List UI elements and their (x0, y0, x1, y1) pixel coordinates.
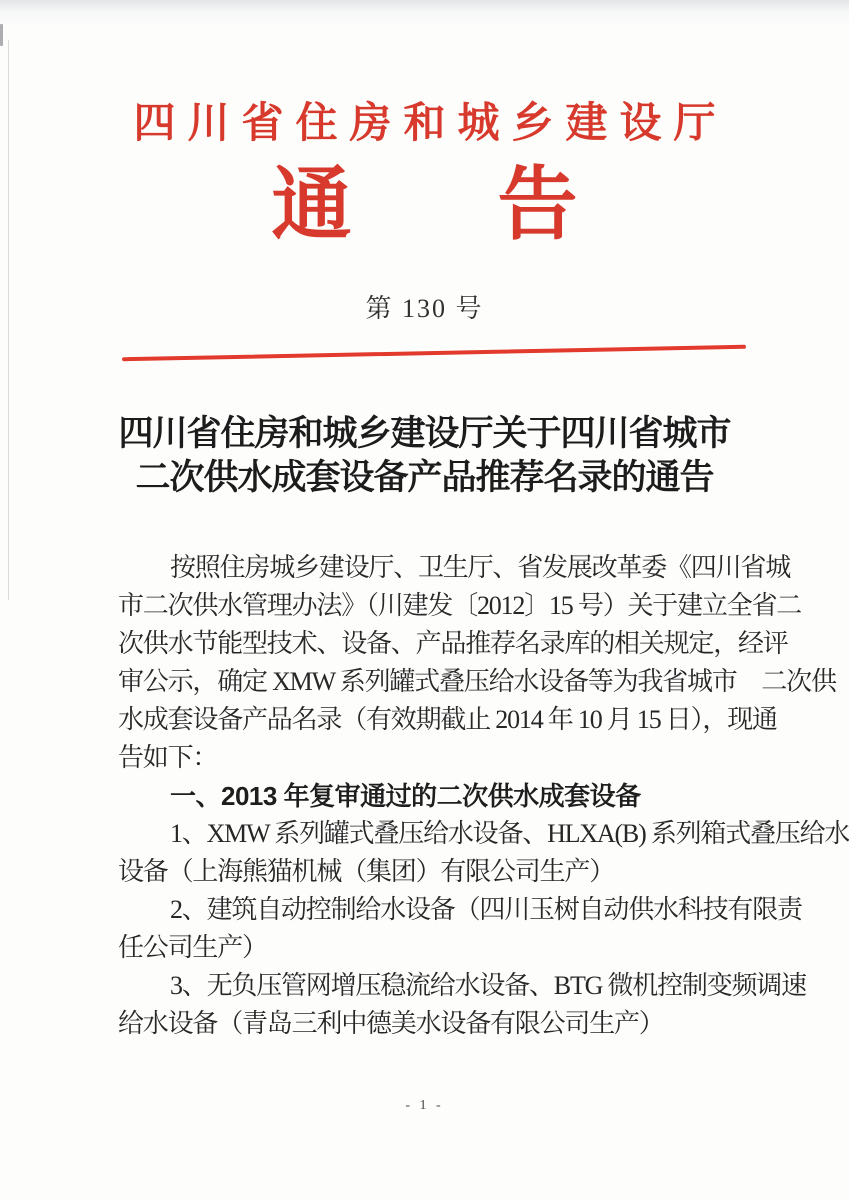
body-line: 给水设备（青岛三利中德美水设备有限公司生产） (118, 1009, 664, 1038)
scan-artifact-mark (0, 24, 3, 46)
notice-type-char: 告 (497, 162, 578, 250)
issuing-agency-title: 四川省住房和城乡建设厅 (133, 101, 728, 147)
notice-title-line: 二次供水成套设备产品推荐名录的通告 (135, 458, 714, 497)
document-number: 第 130 号 (365, 294, 484, 323)
body-line: 3、无负压管网增压稳流给水设备、BTG 微机控制变频调速 (170, 971, 806, 1000)
notice-title-line: 四川省住房和城乡建设厅关于四川省城市 (118, 414, 731, 453)
notice-type-char: 通 (271, 162, 352, 250)
body-line: 2、建筑自动控制给水设备（四川玉树自动供水科技有限责 (170, 895, 802, 924)
red-divider-rule (122, 345, 746, 362)
body-line: 按照住房城乡建设厅、卫生厅、省发展改革委《四川省城 (170, 553, 791, 582)
body-line: 审公示，确定 XMW 系列罐式叠压给水设备等为我省城市 二次供 (118, 667, 836, 696)
body-section-heading: 一、2013 年复审通过的二次供水成套设备 (170, 781, 641, 811)
body-line: 任公司生产） (118, 933, 267, 962)
body-line: 次供水节能型技术、设备、产品推荐名录库的相关规定，经评 (118, 629, 788, 658)
scan-edge-shadow (0, 0, 849, 26)
body-line: 设备（上海熊猫机械（集团）有限公司生产） (118, 857, 615, 886)
notice-title (0, 412, 849, 500)
notice-body (118, 549, 849, 1043)
page-number: - 1 - (405, 1098, 444, 1113)
notice-type-heading (0, 162, 849, 250)
body-line: 水成套设备产品名录（有效期截止 2014 年 10 月 15 日），现通 (118, 705, 777, 734)
body-line: 1、XMW 系列罐式叠压给水设备、HLXA(B) 系列箱式叠压给水 (170, 819, 849, 848)
body-line: 告如下： (118, 743, 218, 772)
body-line: 市二次供水管理办法》（川建发〔2012〕15 号）关于建立全省二 (118, 591, 802, 620)
